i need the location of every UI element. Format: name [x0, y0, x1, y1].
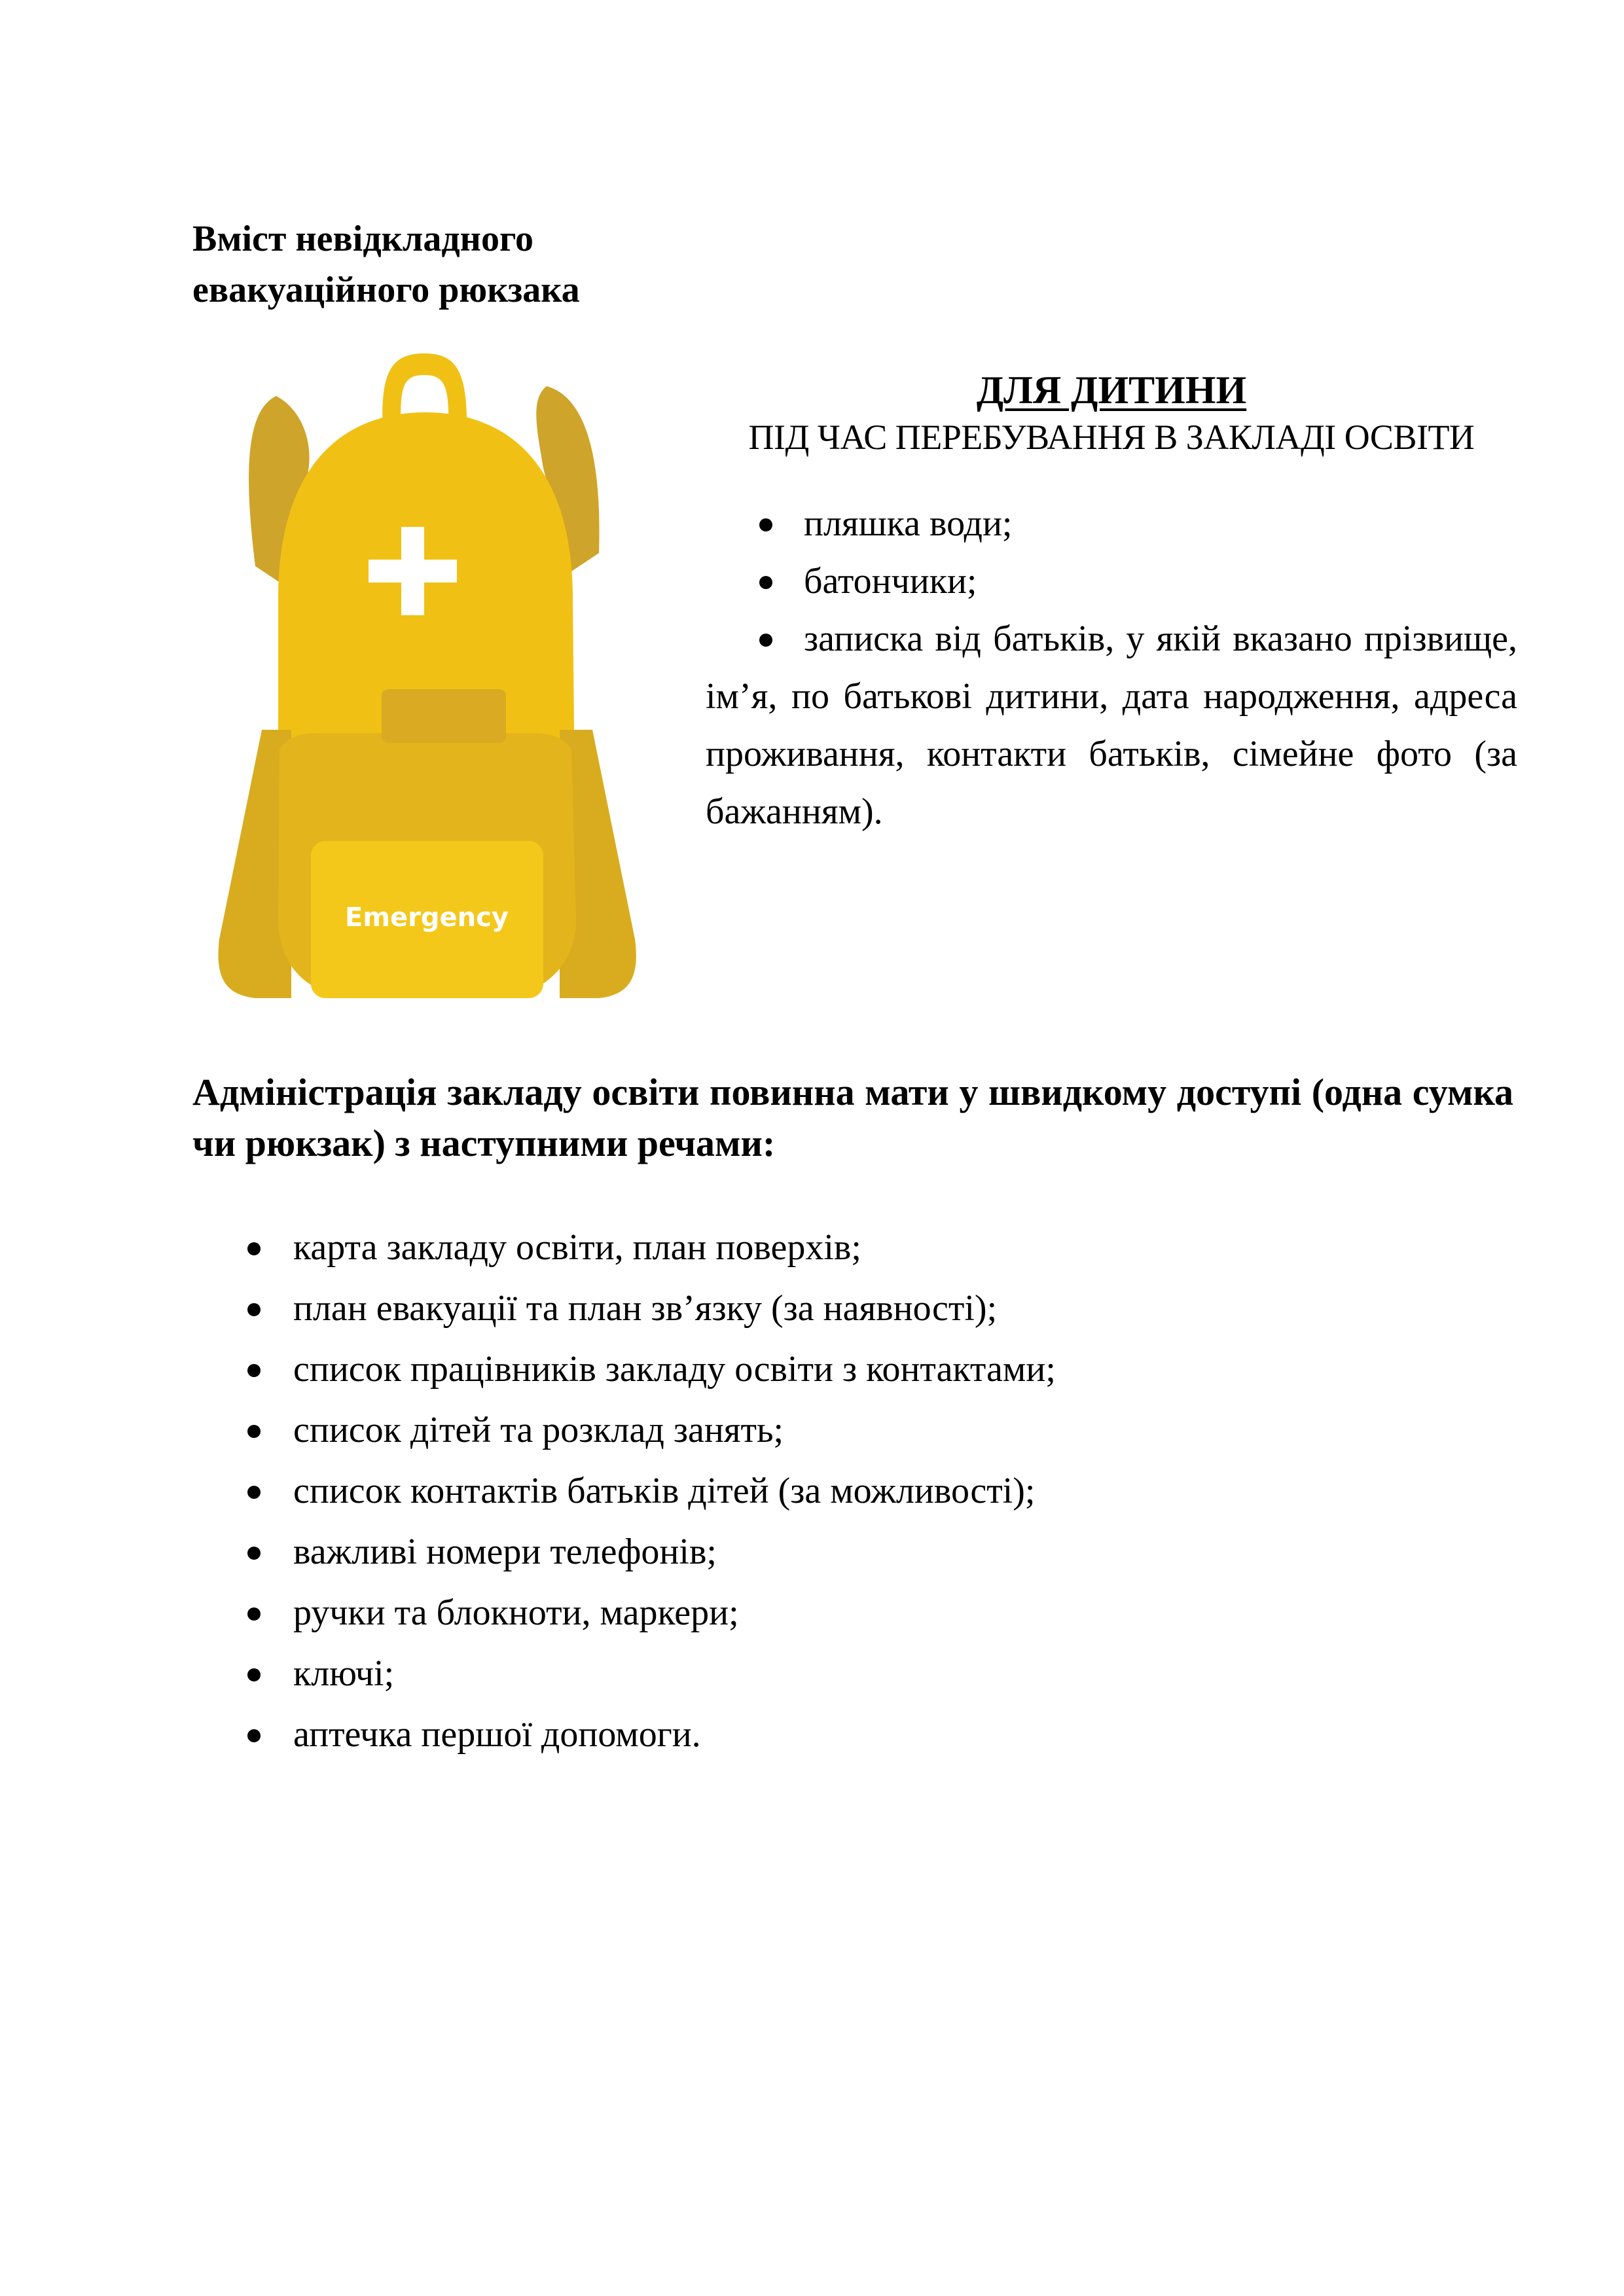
child-subtitle: ПІД ЧАС ПЕРЕБУВАННЯ В ЗАКЛАДІ ОСВІТИ: [748, 418, 1475, 457]
page-title-line-1: Вміст невідкладного: [192, 219, 533, 259]
bullet-icon: [247, 1303, 261, 1316]
admin-list: [192, 1217, 1502, 1765]
bullet-icon: [247, 1547, 261, 1560]
bullet-icon: [247, 1425, 261, 1438]
bullet-icon: [247, 1607, 261, 1621]
admin-heading: Адміністрація закладу освіти повинна мати у швидкому доступі (одна сумка чи рюкзак) з наступними речами:: [192, 1071, 1513, 1164]
bullet-icon: [247, 1242, 261, 1255]
list-item: список працівників закладу освіти з контактами;: [192, 1339, 1502, 1400]
backpack-top-pocket: [382, 689, 506, 743]
bullet-icon: [247, 1729, 261, 1742]
list-item: записка від батьків, у якій вказано прізвище, ім’я, по батькові дитини, дата народження, адреса проживання, контакти батьків, сімейне фото (за бажанням).: [706, 619, 1517, 832]
bullet-icon: [759, 634, 772, 647]
bullet-icon: [759, 518, 772, 531]
list-item: список контактів батьків дітей (за можливості);: [192, 1461, 1502, 1522]
list-item: батончики;: [706, 552, 1517, 610]
backpack-label: Emergency: [345, 903, 509, 933]
bullet-icon: [247, 1364, 261, 1377]
child-list: [706, 495, 1517, 840]
list-item: пляшка води;: [706, 495, 1517, 552]
child-title: ДЛЯ ДИТИНИ: [976, 368, 1247, 412]
bullet-icon: [247, 1668, 261, 1681]
list-item: ключі;: [192, 1643, 1502, 1704]
list-item: важливі номери телефонів;: [192, 1522, 1502, 1583]
bullet-icon: [759, 576, 772, 589]
bullet-icon: [247, 1486, 261, 1499]
list-item: список дітей та розклад занять;: [192, 1400, 1502, 1461]
emergency-backpack-icon: [216, 350, 674, 1031]
list-item: аптечка першої допомоги.: [192, 1704, 1502, 1765]
child-section: [706, 367, 1517, 840]
list-item: ручки та блокноти, маркери;: [192, 1583, 1502, 1643]
page-title: [192, 213, 782, 315]
page-title-line-2: евакуаційного рюкзака: [192, 270, 580, 310]
list-item: карта закладу освіти, план поверхів;: [192, 1217, 1502, 1278]
list-item: план евакуації та план зв’язку (за наявності);: [192, 1278, 1502, 1339]
